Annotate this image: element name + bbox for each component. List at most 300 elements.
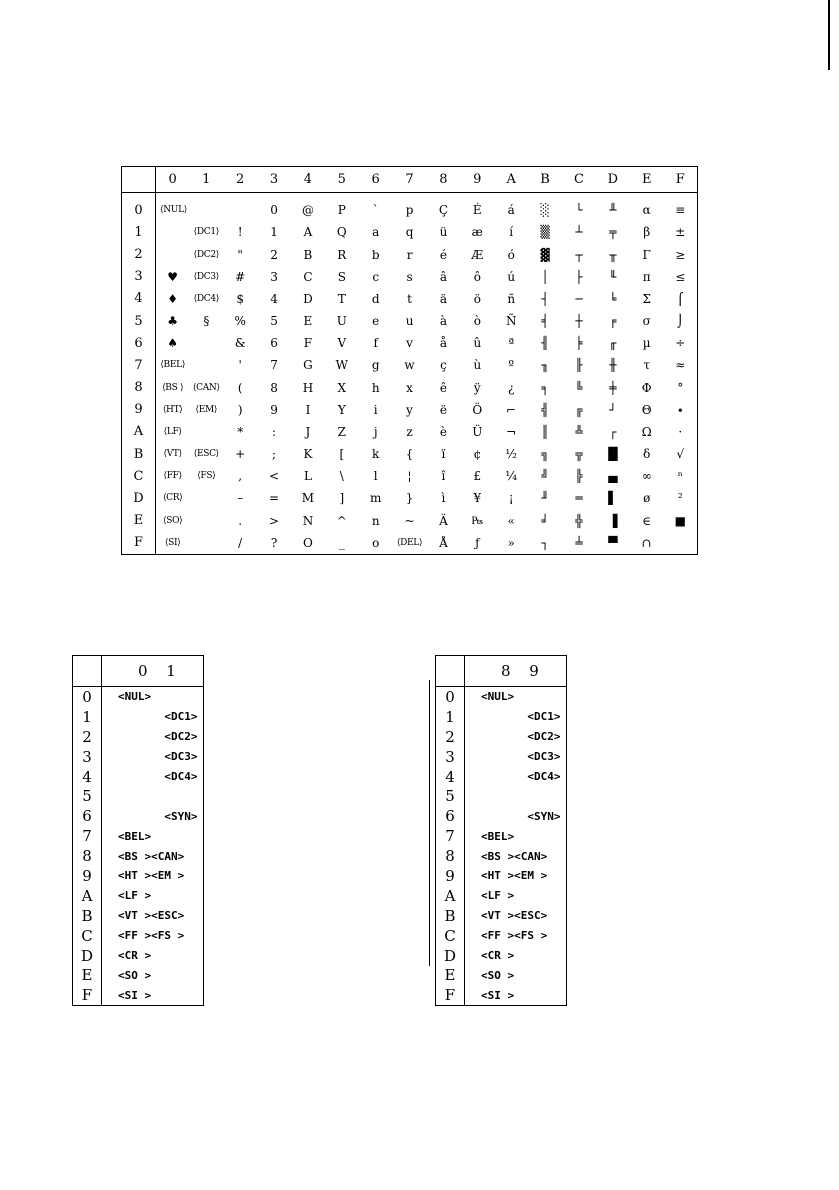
control-code-text: <DC4>	[118, 770, 198, 783]
control-row	[73, 886, 204, 906]
control-row	[436, 965, 567, 985]
code-cell: *	[237, 424, 244, 439]
code-cell: µ	[642, 336, 651, 351]
code-cell: I	[305, 402, 311, 417]
code-cell: ⟨DC1⟩	[193, 227, 219, 238]
code-cell: ⌡	[677, 314, 684, 329]
control-codes-table-8-9	[435, 655, 567, 1006]
row-header: D	[436, 946, 465, 966]
code-cell: ⟨EM⟩	[195, 404, 218, 415]
code-cell: ¼	[505, 469, 517, 484]
control-code-text: <SI >	[118, 988, 152, 1002]
code-cell: è	[439, 424, 447, 439]
page-edge-mark	[828, 0, 830, 70]
code-cell: ▌	[608, 491, 618, 506]
code-cell: °	[677, 380, 684, 395]
code-row	[122, 221, 698, 243]
code-cell: ▀	[608, 535, 618, 550]
code-cell: Z	[337, 424, 346, 439]
code-cell: ╚	[575, 380, 583, 395]
control-code-text: <BEL>	[118, 829, 152, 843]
code-cell: π	[642, 269, 651, 284]
control-code-text: <DC3>	[481, 750, 561, 764]
code-cell: '	[238, 358, 242, 373]
code-cell: b	[371, 247, 380, 262]
code-cell: Ç	[438, 203, 449, 218]
code-row	[122, 310, 698, 332]
row-header: 7	[436, 826, 465, 846]
code-cell: h	[371, 380, 380, 395]
code-cell: á	[507, 203, 515, 218]
control-code-text: <DC1>	[481, 710, 561, 724]
column-header: 9	[460, 167, 494, 193]
code-cell: n	[371, 513, 380, 528]
code-cell: u	[405, 314, 414, 329]
row-header: 0	[436, 687, 465, 707]
code-cell: ♦	[167, 291, 179, 306]
control-row	[436, 985, 567, 1005]
row-header: 0	[122, 193, 156, 222]
code-row	[122, 532, 698, 555]
control-row	[436, 926, 567, 946]
code-cell: ó	[507, 247, 515, 262]
code-cell: t	[407, 291, 412, 306]
row-header: F	[122, 532, 156, 555]
code-cell	[189, 487, 223, 509]
column-header: 4	[291, 167, 325, 193]
row-header: 8	[73, 846, 102, 866]
code-cell: ▄	[608, 469, 618, 484]
code-cell: ü	[439, 225, 448, 240]
code-cell: ╟	[575, 358, 583, 373]
code-cell: F	[303, 336, 313, 351]
control-row	[73, 866, 204, 886]
code-cell: :	[272, 424, 277, 439]
code-cell: ╨	[609, 203, 617, 218]
margin-bar	[429, 680, 430, 966]
code-cell: ⁿ	[677, 469, 683, 484]
control-code-text: <SI >	[481, 988, 515, 1002]
code-cell: █	[608, 447, 618, 462]
code-cell: ╫	[609, 358, 617, 373]
code-cell: e	[372, 314, 380, 329]
control-code-text: <CR >	[481, 949, 515, 963]
code-cell: ¥	[473, 491, 482, 506]
code-cell: ⟨BS ⟩	[162, 382, 184, 393]
code-cell: ¦	[407, 469, 412, 484]
code-cell: ⟨DEL⟩	[396, 537, 423, 548]
code-cell: ⟨CAN⟩	[192, 382, 220, 393]
code-cell: R	[337, 247, 347, 262]
code-cell: ┤	[541, 291, 549, 306]
control-table-header-row	[436, 656, 567, 687]
control-row	[436, 767, 567, 787]
column-labels: 8 9	[465, 656, 567, 687]
code-cell: ┴	[575, 225, 583, 240]
code-cell: "	[237, 247, 243, 262]
code-cell: 7	[270, 358, 278, 373]
code-row	[122, 510, 698, 532]
corner-cell	[73, 656, 102, 687]
code-cell: ≥	[675, 247, 686, 262]
control-row	[436, 906, 567, 926]
column-header: 5	[325, 167, 359, 193]
code-cell: ⟨SI⟩	[164, 537, 181, 548]
code-cell: w	[404, 358, 415, 373]
code-cell: ╜	[541, 491, 549, 506]
code-cell: N	[302, 513, 314, 528]
control-code-text: <DC2>	[481, 730, 561, 744]
code-cell: ╞	[575, 336, 583, 351]
code-cell: ⌠	[677, 291, 684, 306]
code-cell: @	[301, 203, 314, 218]
row-header: 5	[436, 786, 465, 806]
code-cell: &	[234, 336, 246, 351]
code-cell: à	[439, 314, 448, 329]
code-table-header-row	[122, 167, 698, 193]
column-header: 3	[257, 167, 291, 193]
code-cell: #	[235, 269, 246, 284]
row-header: 8	[436, 846, 465, 866]
code-row	[122, 288, 698, 310]
code-cell: ¿	[507, 380, 515, 395]
control-code-text: <HT ><EM >	[118, 869, 185, 883]
code-cell: ╝	[541, 469, 549, 484]
code-cell: ╒	[609, 314, 617, 329]
code-cell: 8	[270, 380, 278, 395]
code-cell: Æ	[471, 247, 484, 262]
code-cell: ?	[270, 535, 278, 550]
code-cell: å	[439, 336, 448, 351]
control-row	[73, 747, 204, 767]
control-code-text: <SO >	[118, 968, 152, 982]
code-cell: %	[234, 314, 246, 329]
code-cell: P	[337, 203, 346, 218]
code-cell: ₧	[471, 513, 484, 528]
code-cell: m	[369, 491, 382, 506]
code-row	[122, 443, 698, 465]
code-cell: }	[405, 491, 414, 506]
row-header: A	[436, 886, 465, 906]
code-cell: Y	[337, 402, 346, 417]
code-cell: ╩	[575, 424, 583, 439]
code-cell: §	[203, 314, 210, 329]
control-code-text: <DC1>	[118, 710, 198, 724]
code-cell: ²	[677, 491, 683, 506]
row-header: 3	[436, 747, 465, 767]
control-code-text: <BS ><CAN>	[118, 849, 185, 863]
control-row	[436, 747, 567, 767]
code-cell: ┘	[609, 402, 617, 417]
row-header: 1	[73, 707, 102, 727]
code-cell: ╗	[541, 447, 549, 462]
code-cell: é	[439, 247, 447, 262]
code-cell: A	[303, 225, 313, 240]
code-cell: Ñ	[505, 314, 517, 329]
code-cell: ]	[339, 491, 345, 506]
code-cell: ╘	[609, 291, 617, 306]
code-cell	[189, 332, 223, 354]
code-cell: $	[236, 291, 244, 306]
code-cell: v	[406, 336, 413, 351]
control-row	[73, 965, 204, 985]
code-cell: î	[441, 469, 446, 484]
code-cell: 2	[270, 247, 278, 262]
row-header: A	[122, 421, 156, 443]
code-cell: ⟨BEL⟩	[160, 360, 186, 371]
control-code-text: <HT ><EM >	[481, 869, 548, 883]
code-cell: ·	[678, 424, 683, 439]
code-cell: f	[373, 336, 378, 351]
row-header: E	[436, 965, 465, 985]
code-cell: x	[406, 380, 413, 395]
code-cell: ⟨ESC⟩	[193, 449, 219, 460]
code-cell: ┼	[575, 314, 583, 329]
code-cell: ╔	[575, 402, 583, 417]
code-row	[122, 193, 698, 222]
column-header: B	[528, 167, 562, 193]
code-cell: ╢	[541, 336, 549, 351]
code-cell: .	[238, 513, 243, 528]
row-header: D	[73, 946, 102, 966]
code-cell: 9	[270, 402, 278, 417]
code-cell: {	[405, 447, 414, 462]
code-cell: «	[507, 513, 515, 528]
code-cell: ─	[575, 291, 583, 306]
code-cell: ⟨CR⟩	[162, 493, 183, 504]
code-cell: º	[508, 358, 515, 373]
code-cell: ⟨LF⟩	[163, 426, 182, 437]
code-cell: ╣	[541, 402, 549, 417]
code-cell: ║	[541, 424, 549, 439]
code-cell: ┌	[609, 424, 617, 439]
code-cell: q	[405, 225, 414, 240]
code-cell: ÿ	[473, 380, 481, 395]
code-cell: É	[472, 203, 482, 218]
code-cell: ,	[238, 469, 243, 484]
control-row	[73, 767, 204, 787]
code-row	[122, 465, 698, 487]
control-code-text: <FF ><FS >	[481, 929, 548, 943]
control-code-text: <DC4>	[481, 770, 561, 783]
code-cell: ⟨DC3⟩	[193, 271, 219, 282]
code-cell	[223, 193, 257, 222]
control-code-text: <DC3>	[118, 750, 198, 764]
control-table-body	[73, 687, 204, 1006]
control-code-text: <LF >	[118, 889, 152, 903]
control-code-text: <DC2>	[118, 730, 198, 744]
code-cell: !	[237, 225, 243, 240]
code-cell: 5	[270, 314, 278, 329]
control-codes-table-0-1	[72, 655, 204, 1006]
control-row	[73, 846, 204, 866]
code-cell: »	[507, 535, 515, 550]
code-cell: l	[373, 469, 378, 484]
control-code-text: <LF >	[481, 889, 515, 903]
code-cell: ∩	[641, 535, 652, 550]
code-cell: >	[269, 513, 280, 528]
code-cell: ø	[643, 491, 651, 506]
code-cell: ÷	[675, 336, 686, 351]
code-cell: ├	[575, 269, 583, 284]
control-row	[73, 826, 204, 846]
code-cell: g	[371, 358, 380, 373]
code-row	[122, 266, 698, 288]
code-cell: ▒	[540, 225, 550, 240]
code-cell: ç	[440, 358, 447, 373]
row-header: F	[436, 985, 465, 1005]
row-header: 6	[122, 332, 156, 354]
code-cell: ╪	[609, 380, 617, 395]
code-cell: D	[303, 291, 313, 306]
control-code-text: <CR >	[118, 949, 152, 963]
control-code-text: <NUL>	[118, 690, 152, 704]
control-row	[73, 687, 204, 707]
code-cell: E	[303, 314, 313, 329]
code-cell: S	[337, 269, 346, 284]
code-cell: ♣	[167, 314, 179, 329]
code-cell: ë	[439, 402, 447, 417]
code-cell: ≤	[675, 269, 686, 284]
row-header: 2	[436, 727, 465, 747]
code-cell: V	[337, 336, 347, 351]
control-code-text	[465, 786, 567, 806]
character-code-table	[121, 166, 698, 555]
code-cell: ╦	[575, 447, 583, 462]
code-cell: ⟨HT⟩	[162, 404, 183, 415]
column-header: 2	[223, 167, 257, 193]
code-cell: ═	[575, 491, 583, 506]
code-cell: y	[406, 402, 413, 417]
code-cell	[189, 532, 223, 555]
code-cell: ª	[508, 336, 515, 351]
code-cell: ┐	[541, 535, 549, 550]
control-code-text: <VT ><ESC>	[481, 909, 548, 923]
code-cell: └	[575, 203, 583, 218]
code-cell: ê	[439, 380, 447, 395]
code-cell: ⟨DC4⟩	[193, 293, 219, 304]
row-header: 9	[122, 399, 156, 421]
code-cell: ƒ	[475, 535, 480, 550]
code-cell: ô	[473, 269, 481, 284]
code-cell: p	[405, 203, 414, 218]
code-cell: ö	[473, 291, 481, 306]
control-code-text: <NUL>	[481, 690, 515, 704]
code-row	[122, 487, 698, 509]
code-cell: ╤	[609, 225, 617, 240]
code-cell: â	[439, 269, 448, 284]
code-cell: (	[237, 380, 243, 395]
row-header: 2	[122, 244, 156, 266]
code-cell: c	[372, 269, 380, 284]
control-row	[73, 707, 204, 727]
code-cell: δ	[643, 447, 651, 462]
code-cell: ╛	[541, 513, 549, 528]
code-cell: ╕	[541, 380, 549, 395]
code-cell: Å	[439, 535, 448, 550]
code-cell: ⟨VT⟩	[163, 449, 182, 460]
code-cell: ñ	[507, 291, 516, 306]
column-header: 7	[393, 167, 427, 193]
code-cell: 6	[270, 336, 278, 351]
code-cell: d	[371, 291, 380, 306]
code-table-body	[122, 193, 698, 555]
column-header: A	[494, 167, 528, 193]
control-row	[73, 727, 204, 747]
code-cell: [	[339, 447, 345, 462]
code-cell: Ä	[439, 513, 448, 528]
control-code-text: <SYN>	[481, 809, 561, 823]
column-header: 0	[156, 167, 190, 193]
code-cell: ╡	[541, 314, 549, 329]
code-cell: =	[269, 491, 280, 506]
code-cell: σ	[642, 314, 651, 329]
code-cell: i	[373, 402, 378, 417]
code-cell: √	[676, 447, 685, 462]
code-cell: Φ	[641, 380, 652, 395]
control-row	[73, 806, 204, 826]
code-cell: G	[303, 358, 313, 373]
code-cell: r	[406, 247, 413, 262]
code-cell: O	[303, 535, 313, 550]
column-header: C	[562, 167, 596, 193]
control-code-text	[102, 786, 204, 806]
code-cell: Ω	[641, 424, 652, 439]
row-header: 4	[73, 767, 102, 787]
column-header: 8	[427, 167, 461, 193]
control-row	[436, 866, 567, 886]
code-cell: ú	[507, 269, 516, 284]
row-header: 3	[73, 747, 102, 767]
column-header: 1	[189, 167, 223, 193]
code-cell	[189, 421, 223, 443]
row-header: C	[436, 926, 465, 946]
row-header: 0	[73, 687, 102, 707]
control-row	[436, 727, 567, 747]
control-row	[73, 985, 204, 1005]
control-row	[73, 926, 204, 946]
code-cell: ^	[336, 513, 347, 528]
control-row	[436, 826, 567, 846]
code-cell: ù	[473, 358, 482, 373]
code-cell: û	[473, 336, 482, 351]
code-cell	[156, 221, 190, 243]
row-header: 4	[436, 767, 465, 787]
code-cell: ä	[439, 291, 448, 306]
code-cell: T	[337, 291, 346, 306]
code-cell: Q	[336, 225, 347, 240]
code-cell: o	[372, 535, 380, 550]
code-cell: _	[338, 535, 345, 550]
code-cell: ╓	[609, 336, 617, 351]
control-row	[73, 906, 204, 926]
code-cell: `	[372, 203, 379, 218]
code-cell: X	[337, 380, 347, 395]
code-cell: ¬	[506, 424, 517, 439]
row-header: E	[73, 965, 102, 985]
row-header: 4	[122, 288, 156, 310]
code-cell: ╧	[575, 535, 583, 550]
code-cell: ♥	[167, 269, 179, 284]
code-cell: j	[373, 424, 378, 439]
code-cell: s	[406, 269, 413, 284]
code-row	[122, 421, 698, 443]
code-cell: ░	[540, 203, 550, 218]
code-cell: ╠	[575, 469, 583, 484]
code-cell: B	[303, 247, 313, 262]
code-cell: ⟨NUL⟩	[160, 205, 187, 216]
code-cell: Ö	[472, 402, 483, 417]
